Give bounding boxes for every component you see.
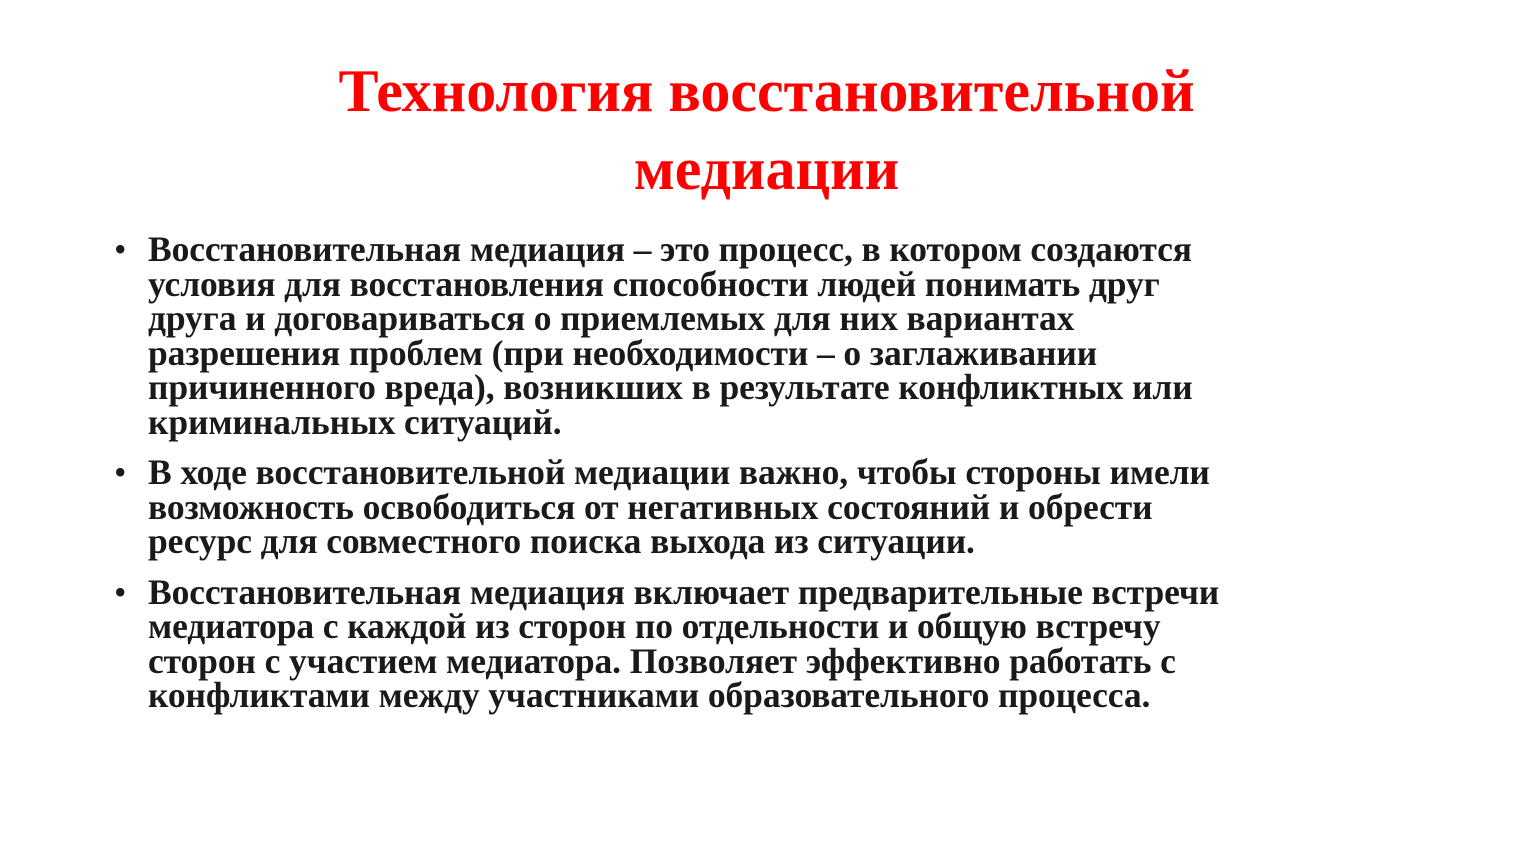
bullet-dot-icon: • (114, 229, 127, 269)
bullet-1-line-3: друга и договариваться о приемлемых для них вариантах (148, 298, 1075, 338)
bullet-dot-icon: • (114, 571, 127, 612)
bullet-3-line-3: сторон с участием медиатора. Позволяет эффективно работать с (148, 640, 1176, 681)
bullet-1-line-1: Восстановительная медиация – это процесс, в котором создаются (148, 229, 1192, 269)
bullet-3-line-2: медиатора с каждой из сторон по отдельности и общую встречу (148, 606, 1161, 646)
bullet-1-line-2: условия для восстановления способности людей понимать друг (148, 263, 1160, 304)
bullet-2-line-1: В ходе восстановительной медиации важно, чтобы стороны имели (148, 452, 1210, 492)
bullet-3-line-1: Восстановительная медиация включает предварительные встречи (148, 571, 1220, 612)
bullet-1-line-4: разрешения проблем (при необходимости – о заглаживании (148, 332, 1098, 373)
bullet-item-2 (112, 452, 1432, 561)
bullet-1-line-6: криминальных ситуаций. (148, 401, 562, 442)
bullet-1-line-5: причиненного вреда), возникших в результате конфликтных или (148, 367, 1193, 407)
bullet-dot-icon: • (114, 452, 127, 492)
bullet-list (112, 229, 1432, 729)
bullet-item-1 (112, 229, 1432, 442)
slide-title (0, 52, 1533, 208)
bullet-item-3 (112, 571, 1432, 715)
bullet-2-line-2: возможность освободиться от негативных состояний и обрести (148, 486, 1153, 527)
bullet-3-line-4: конфликтами между участниками образовательного процесса. (148, 675, 1151, 715)
slide-title-line-1: Технология восстановительной (338, 58, 1195, 124)
bullet-2-line-3: ресурс для совместного поиска выхода из ситуации. (148, 521, 975, 561)
slide-title-line-2: медиации (633, 136, 900, 202)
